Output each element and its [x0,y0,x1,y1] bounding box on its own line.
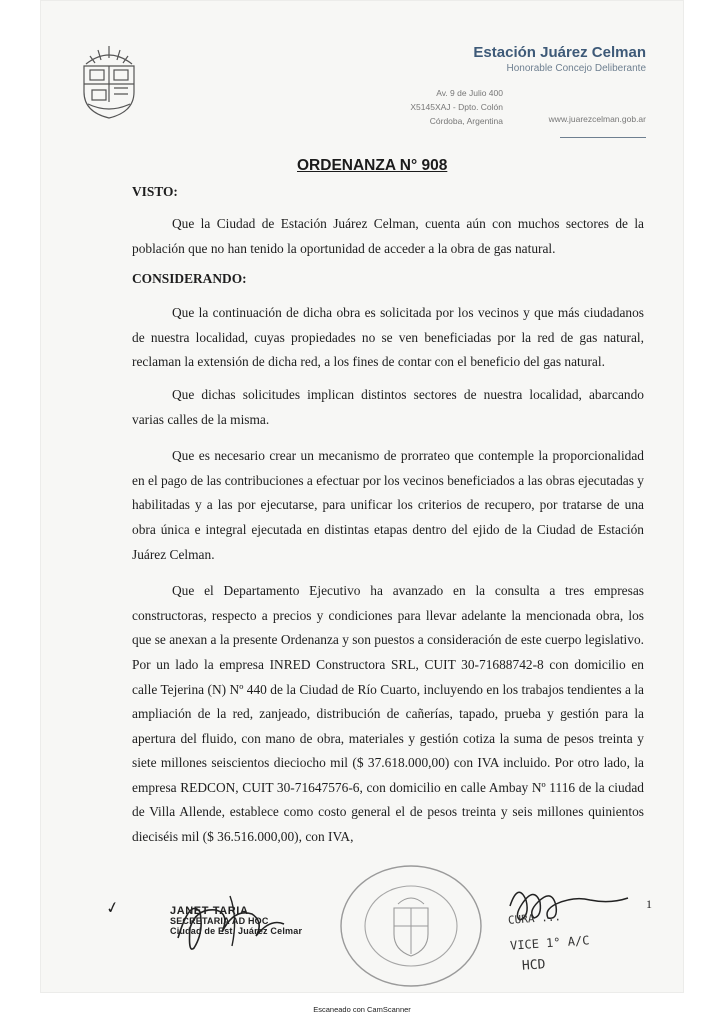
check-mark-icon: ✓ [104,898,122,919]
page-number: 1 [646,897,652,911]
header-divider [560,137,646,138]
official-seal-icon [336,858,486,990]
right-signature-icon [500,876,640,936]
stamp-role: SECRETARIA AD HOC [170,916,269,926]
visto-heading: VISTO: [132,184,178,199]
header-org [473,44,646,74]
secretary-stamp [170,906,302,936]
stamp-city: Ciudad de Est. Juárez Celmar [170,926,303,936]
handwritten-name: CURA ... [507,910,562,927]
address-block [385,86,503,128]
handwritten-body: HCD [521,957,546,974]
address-line: Córdoba, Argentina [429,116,503,126]
document-page [40,0,684,993]
page-title: ORDENANZA N° 908 [297,157,448,174]
considerando-paragraph: Que dichas solicitudes implican distintos sectores de nuestra localidad, abarcando varias calles de la misma. [132,386,644,427]
municipal-crest-icon [78,42,140,120]
scanner-footer: Escaneado con CamScanner [313,1005,411,1014]
considerando-paragraph: Que el Departamento Ejecutivo ha avanzado en la consulta a tres empresas constructoras, respecto a precios y condiciones para llevar adelante la mencionada obra, los que se anexan a la presente Ordenanza y son puestos a consideración de este cuerpo legislativo. Por un lado la empresa INRED Constructora SRL, CUIT 30-71688742-8 con domicilio en calle Tejerina (N) Nº 440 de la Ciudad de Río Cuarto, incluyendo en los trabajos tendientes a la ampliación de la red, zanjeado, distribución de cañerías, tapado, prueba y gestión para la apertura del fluido, con mano de obra, materiales y gestión cotiza la suma de pesos treinta y siete millones seiscientos dieciocho mil ($ 37.618.000,00) con IVA incluido. Por otro lado, la empresa REDCON, CUIT 30-71647576-6, con domicilio en calle Ambay Nº 1116 de la ciudad de Villa Allende, establece como costo general el de pesos treinta y seis millones quinientos dieciséis mil ($ 36.516.000,00), con IVA, [132,583,644,845]
considerando-paragraph: Que es necesario crear un mecanismo de prorrateo que contemple la proporcionalidad en el pago de las contribuciones a efectuar por los vecinos beneficiados a las obras ejecutadas y habilitadas y a las por ejecutarse, para unificar los criterios de recupero, por tratarse de una obra única e integral ejecutada en distintas etapas dentro del ejido de la Ciudad de Estación Juárez Celman. [132,448,644,562]
visto-paragraph: Que la Ciudad de Estación Juárez Celman, cuenta aún con muchos sectores de la población que no han tenido la oportunidad de acceder a la obra de gas natural. [132,216,644,256]
org-name: Estación Juárez Celman [473,44,646,61]
document-body [132,180,644,850]
stamp-name: JANET TARIA [170,905,249,917]
address-line: Av. 9 de Julio 400 [436,88,503,98]
considerando-heading: CONSIDERANDO: [132,271,247,287]
address-line: X5145XAJ - Dpto. Colón [410,102,503,112]
handwritten-role: VICE 1° A/C [509,933,590,953]
website-link[interactable]: www.juarezcelman.gob.ar [548,114,646,124]
considerando-paragraph: Que la continuación de dicha obra es solicitada por los vecinos y que más ciudadanos de nuestra localidad, cuyas propiedades no se ven beneficiadas por la red de gas natural, reclaman la extensión de dicha red, a los fines de contar con el beneficio del gas natural. [132,305,644,370]
org-subtitle: Honorable Concejo Deliberante [506,63,646,74]
